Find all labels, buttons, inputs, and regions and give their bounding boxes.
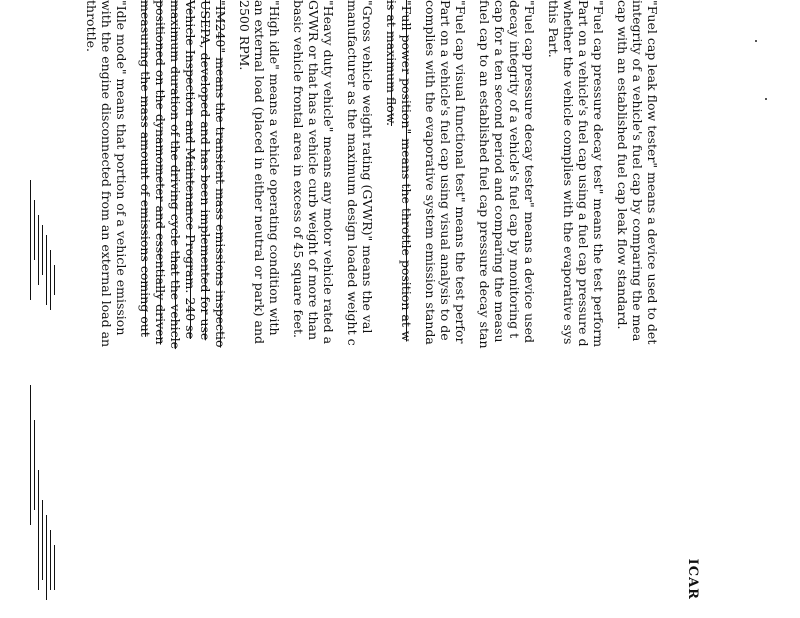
text-line: "Idle mode" means that portion of a vehicle emission (114, 0, 129, 336)
text-line: "High idle" means a vehicle operating condition with (267, 0, 282, 336)
text-line: "Fuel cap visual functional test" means the test perfor (453, 0, 468, 344)
text-line: GVWR or that has a vehicle curb weight of more than (306, 0, 321, 341)
definition-paragraph (84, 0, 129, 618)
text-line: Part on a vehicle's fuel cap using a fuel cap pressure d (576, 0, 591, 347)
definition-paragraph (615, 0, 660, 618)
text-line: positioned on the dynamometer and essentially driven (153, 0, 168, 345)
text-line: "Full power position" means the throttle position at w (399, 0, 414, 342)
text-line: integrity of a vehicle's fuel cap by comparing the mea (630, 0, 645, 342)
scan-bar (30, 385, 31, 525)
text-line: "Heavy duty vehicle" means any motor vehicle rated a (321, 0, 336, 345)
text-line: "Fuel cap pressure decay test" means the test perform (591, 0, 606, 348)
scan-bar (34, 420, 35, 510)
struck-definition-paragraph (384, 0, 414, 618)
text-line: an external load (placed in either neutral or park) and (252, 0, 267, 345)
scan-bar (34, 200, 35, 260)
scan-bar (38, 470, 39, 590)
text-line: decay integrity of a vehicle's fuel cap by monitoring t (507, 0, 522, 339)
text-line: Vehicle Inspection and Maintenance Program. 240 se (183, 0, 198, 339)
scan-bar (42, 500, 43, 580)
text-line: is at maximum flow. (384, 0, 399, 126)
text-line: USEPA, developed and has been implemented for use (198, 0, 213, 341)
scan-bar (54, 545, 55, 590)
text-line: with the engine disconnected from an external load an (99, 0, 114, 348)
definition-paragraph (477, 0, 537, 618)
text-line: throttle. (84, 0, 99, 52)
definition-paragraph (423, 0, 468, 618)
rotated-document-body (84, 0, 700, 618)
text-line: cap for a ten second period and comparing the measu (492, 0, 507, 343)
struck-definition-paragraph (138, 0, 228, 618)
text-line: basic vehicle frontal area in excess of 45 square feet. (291, 0, 306, 338)
definition-paragraph (237, 0, 282, 618)
scan-speck (765, 98, 767, 100)
scan-bar (50, 250, 51, 310)
scan-bar (38, 215, 39, 285)
text-line: fuel cap to an established fuel cap pressure decay stan (477, 0, 492, 349)
text-line: complies with the evaporative system emission standa (423, 0, 438, 345)
text-line: maximum duration of the driving cycle that the vehicle (168, 0, 183, 350)
scan-bar (54, 265, 55, 295)
text-line: "Gross vehicle weight rating (GVWR)" means the val (360, 0, 375, 334)
scan-bar (46, 515, 47, 600)
definitions-list (75, 0, 660, 618)
scan-bar (46, 235, 47, 305)
text-line: "IM240" means the transient mass emissions inspectio (213, 0, 228, 348)
scan-bar (50, 530, 51, 590)
text-line: "Fuel cap leak flow tester" means a device used to det (645, 0, 660, 345)
text-line: "Fuel cap pressure decay tester" means a device used (522, 0, 537, 343)
text-line: whether the vehicle complies with the evaporative sys (561, 0, 576, 345)
scan-bar (30, 180, 31, 300)
page-header: ICAR (685, 558, 700, 600)
text-line: 2500 RPM. (237, 0, 252, 71)
scan-speck (755, 40, 757, 42)
definition-paragraph (546, 0, 606, 618)
scan-bar (42, 225, 43, 275)
text-line: measuring the mass amount of emissions coming out (138, 0, 153, 337)
text-line: Part on a vehicle's fuel cap using visual analysis to de (438, 0, 453, 341)
definition-paragraph (345, 0, 375, 618)
text-line: cap with an established fuel cap leak flow standard. (615, 0, 630, 330)
text-line: manufacturer as the maximum design loaded weight c (345, 0, 360, 346)
definition-paragraph (291, 0, 336, 618)
text-line: this Part. (546, 0, 561, 58)
